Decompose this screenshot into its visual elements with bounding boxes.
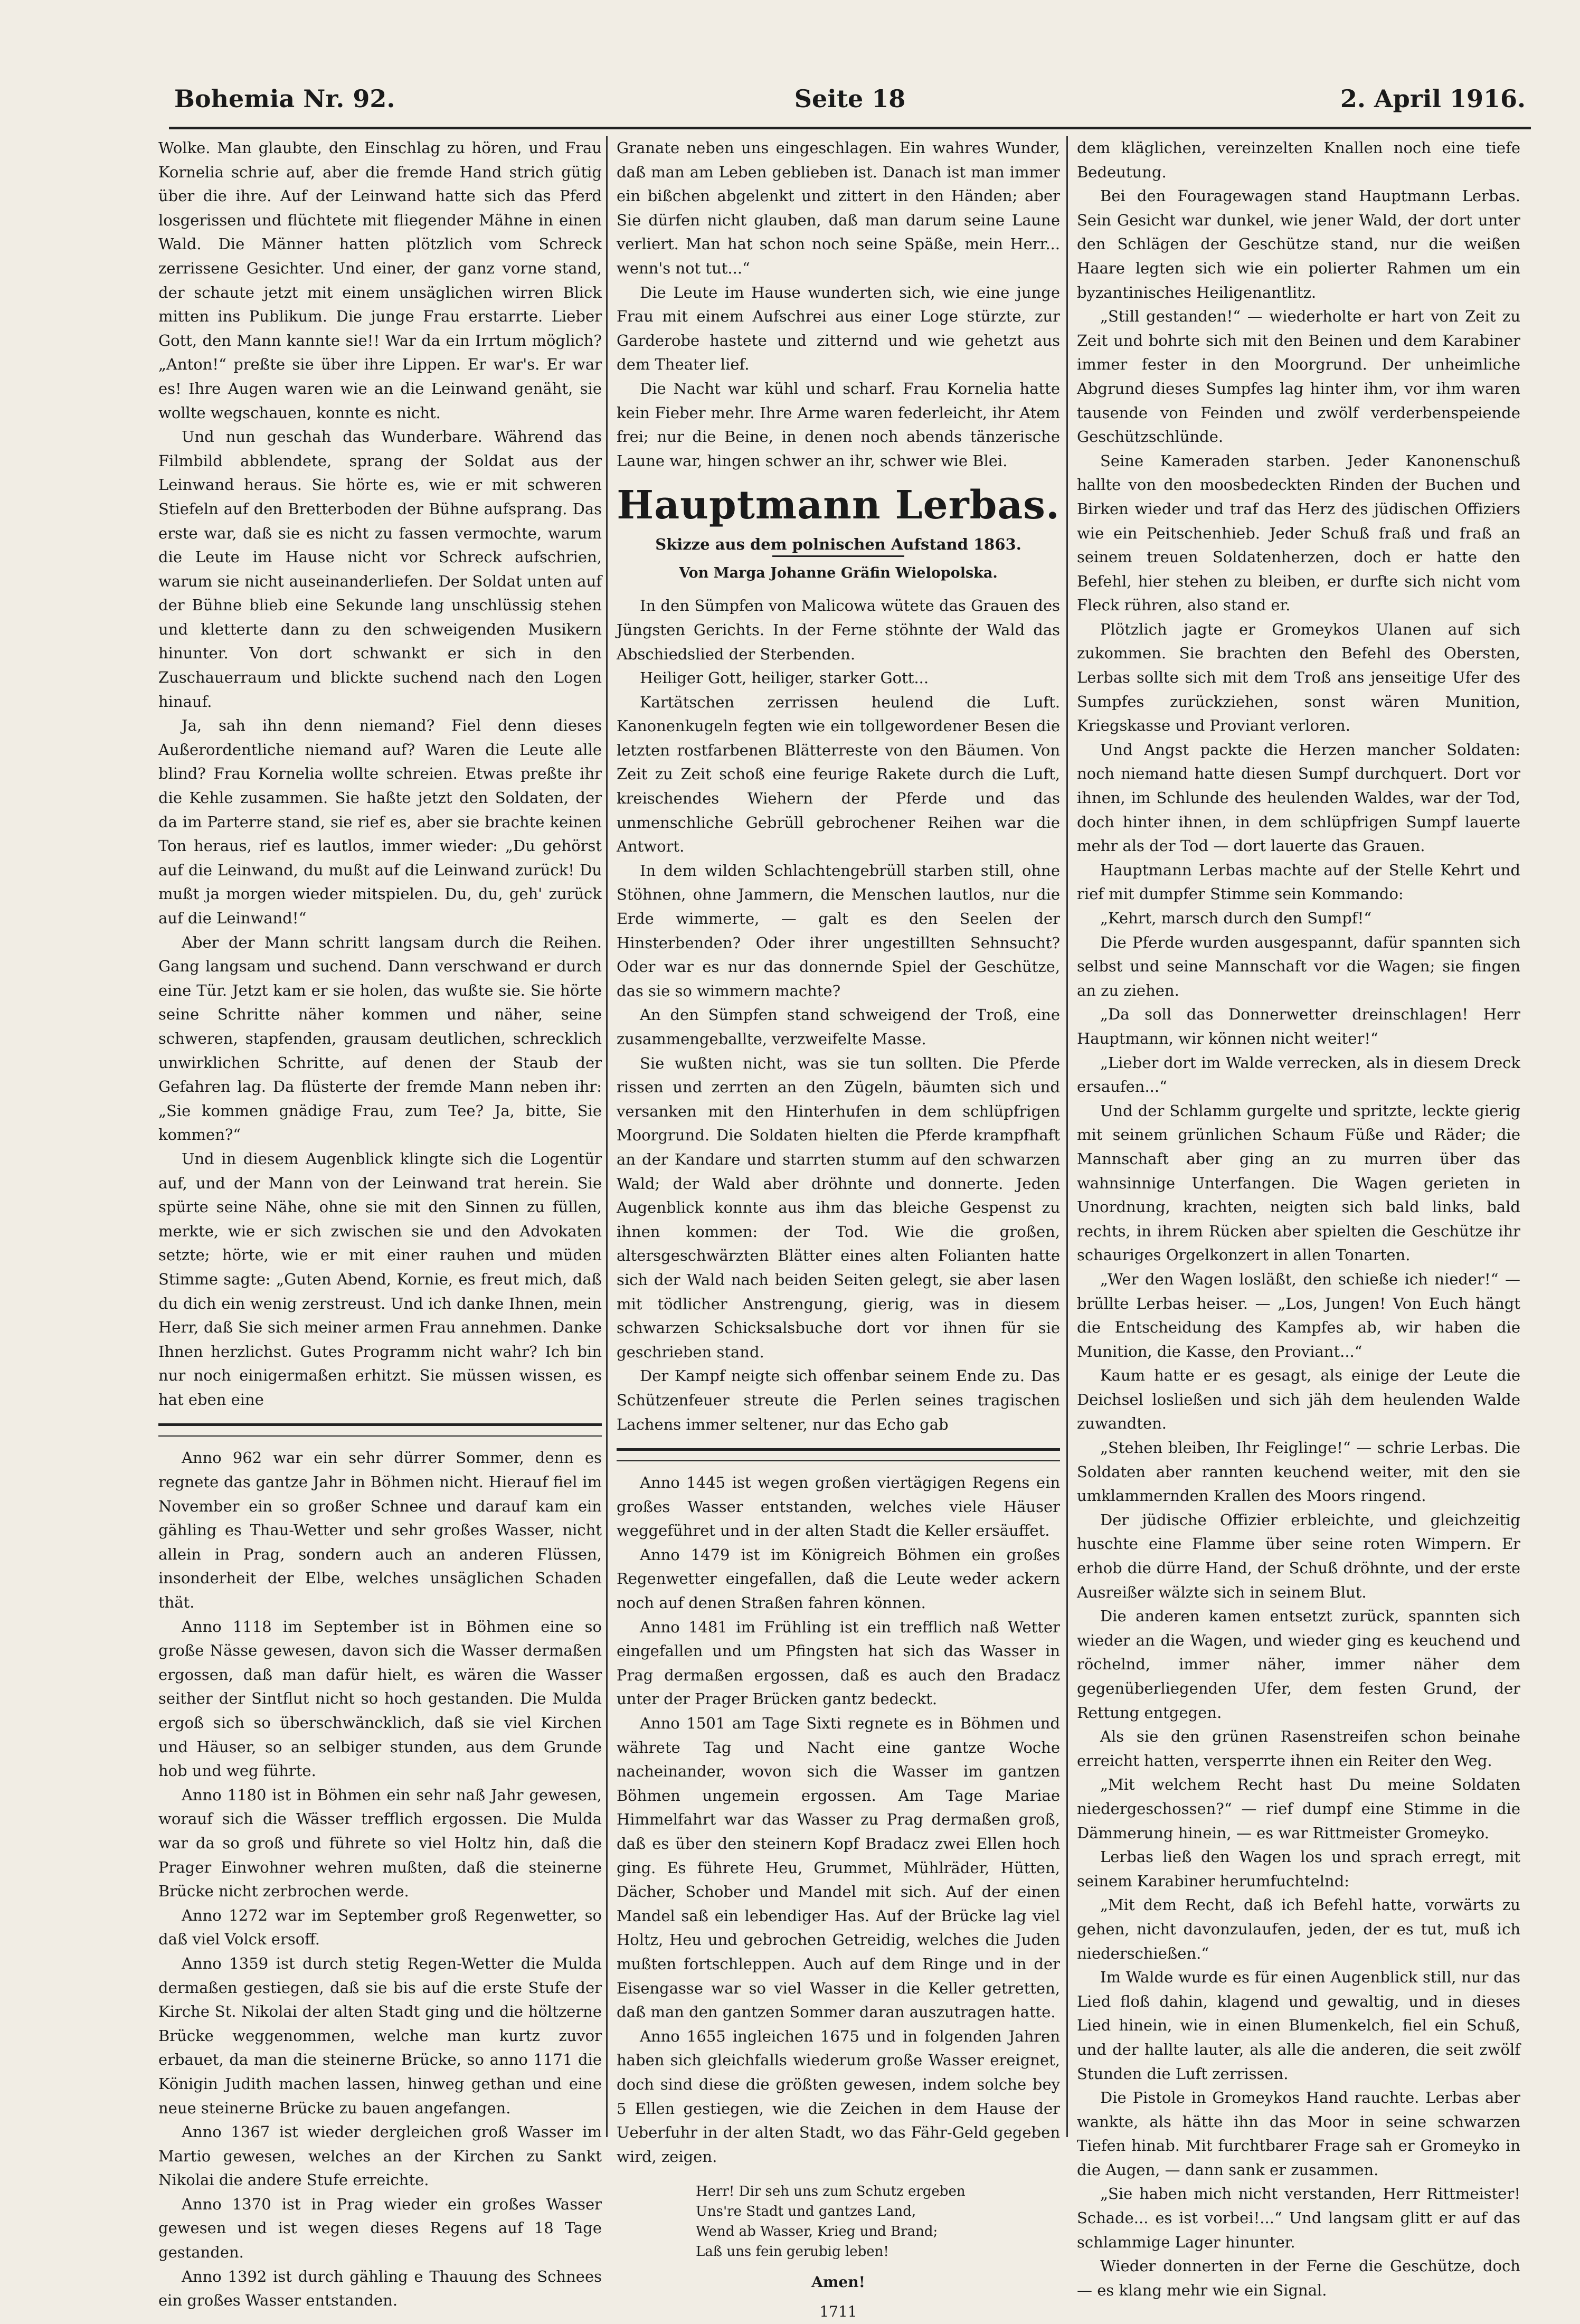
verse-amen: Amen! [811,2273,865,2291]
story-paragraph: „Still gestanden!“ — wiederholte er hart von Zeit zu Zeit und bohrte sich mit den Beinen und dem Karabiner immer fester in den Moorgrund. Der unheimliche Abgrund dieses Sumpfes lag hinter ihm, vor ihm waren tausende von Feinden und zwölf verderbenspeiende Geschützschlünde. [1077,307,1520,446]
story-author: Von Marga Johanne Gräfin Wielopolska. [679,565,998,582]
story-paragraph: Die anderen kamen entsetzt zurück, spannten sich wieder an die Wagen, und wieder ging es keuchend und röchelnd, immer näher, immer näher dem gegenüberliegenden Ufer, dem festen Grund, der Rettung entgegen. [1077,1607,1520,1722]
story-paragraph: Und Angst packte die Herzen mancher Soldaten: noch niemand hatte diesen Sumpf durchquert. Dort vor ihnen, im Schlunde des heulenden Waldes, war der Tod, doch hinter ihnen, in dem schlüpfrigen Sumpf lauerte mehr als der Tod — dort lauerte das Grauen. [1077,740,1520,855]
chronicle-entry: Anno 1392 ist durch gähling e Thauung des Schnees ein großes Wasser entstanden. [158,2267,602,2310]
story-paragraph: „Mit welchem Recht hast Du meine Soldaten niedergeschossen?“ — rief dumpf eine Stimme in die Dämmerung hinein, — es war Rittmeister Gromeyko. [1077,1775,1520,1842]
section-separator [617,1448,1060,1461]
verse-line: Wend ab Wasser, Krieg und Brand; [696,2224,938,2240]
story-paragraph: Sie wußten nicht, was sie tun sollten. Die Pferde rissen und zerrten an den Zügeln, bäumten sich und versanken mit den Hinterhufen in dem schlüpfrigen Moorgrund. Die Soldaten hielten die Pferde krampfhaft an der Kandare und starrten stumm auf den schwarzen Wald; der Wald aber dröhnte und donnerte. Jeden Augenblick konnte aus ihm das bleiche Gespenst zu ihnen kommen: der Tod. Wie die großen, altersgeschwärzten Blätter eines alten Folianten hatte sich der Wald nach beiden Seiten gelegt, sie aber lasen mit tödlicher Anstrengung, gierig, was in diesem schwarzen Schicksalsbuche dort vor ihnen für sie geschrieben stand. [617,1054,1060,1361]
column-divider [606,136,608,2137]
verse-line: Uns're Stadt und gantzes Land, [696,2204,916,2220]
story-paragraph: Bei den Fouragewagen stand Hauptmann Lerbas. Sein Gesicht war dunkel, wie jener Wald, der dort unter den Schlägen der Geschütze stand, nur die weißen Haare legten sich wie ein polierter Rahmen um ein byzantinisches Heiligenantlitz. [1077,187,1520,301]
chronicle-entry: Anno 1655 ingleichen 1675 und in folgenden Jahren haben sich gleichfalls wiederum große Wasser ereignet, doch sind diese die größten gewesen, indem solche bey 5 Ellen gestiegen, wie die Zeichen in dem Hause der Ueberfuhr in der alten Stadt, wo das Fähr-Geld gegeben wird, zeigen. [617,2027,1060,2166]
story-paragraph: Die Pistole in Gromeykos Hand rauchte. Lerbas aber wankte, als hätte ihn das Moor in seine schwarzen Tiefen hinab. Mit furchtbarer Frage sah er Gromeyko in die Augen, — dann sank er zusammen. [1077,2089,1520,2179]
chronicle-entry: Anno 1445 ist wegen großen viertägigen Regens ein großes Wasser entstanden, welches viele Häuser weggeführet und in der alten Stadt die Keller ersäuffet. [617,1473,1060,1540]
story-paragraph: Die Pferde wurden ausgespannt, dafür spannten sich selbst und seine Mannschaft vor die Wagen; sie fingen an zu ziehen. [1077,933,1520,999]
story-paragraph: Wolke. Man glaubte, den Einschlag zu hören, und Frau Kornelia schrie auf, aber die fremde Hand strich gütig über die ihre. Auf der Leinwand hatte sich das Pferd losgerissen und flüchtete mit fliegender Mähne in einen Wald. Die Männer hatten plötzlich vom Schreck zerrissene Gesichter. Und einer, der ganz vorne stand, der schaute jetzt mit einem unsäglichen wirren Blick mitten ins Publikum. Die junge Frau erstarrte. Lieber Gott, den Mann kannte sie!! War da ein Irrtum möglich? „Anton!“ preßte sie über ihre Lippen. Er war's. Er war es! Ihre Augen waren wie an die Leinwand genäht, sie wollte wegschauen, konnte es nicht. [158,139,602,422]
column-3 [1077,136,1520,2299]
prayer-verse [617,2181,1060,2262]
story-paragraph: Kartätschen zerrissen heulend die Luft. Kanonenkugeln fegten wie ein tollgewordener Besen die letzten rostfarbenen Blätterreste von den Bäumen. Von Zeit zu Zeit schoß eine feurige Rakete durch die Luft, kreischendes Wiehern der Pferde und das unmenschliche Gebrüll gebrochener Reihen war die Antwort. [617,693,1060,856]
story-paragraph: Und nun geschah das Wunderbare. Während das Filmbild abblendete, sprang der Soldat aus der Leinwand heraus. Sie hörte es, wie er mit schweren Stiefeln auf den Bretterboden der Bühne aufsprang. Das erste war, daß sie es nicht zu fassen vermochte, warum die Leute im Hause nicht vor Schreck aufschrien, warum sie nicht auseinanderliefen. Der Soldat unten auf der Bühne blieb eine Sekunde lang unschlüssig stehen und kletterte dann zu den schweigenden Musikern hinunter. Von dort schwankt er sich in den Zuschauerraum und blickte suchend nach den Logen hinauf. [158,428,602,711]
story-paragraph: Seine Kameraden starben. Jeder Kanonenschuß hallte von den moosbedeckten Rinden der Buchen und Birken wieder und traf das Herz des jüdischen Offiziers wie ein Peitschenhieb. Jeder Schuß fraß und fraß an seinem treuen Soldatenherzen, doch er hatte den Befehl, hier stehen zu bleiben, er durfte sich nicht vom Fleck rühren, also stand er. [1077,451,1520,615]
story-paragraph: Als sie den grünen Rasenstreifen schon beinahe erreicht hatten, versperrte ihnen ein Reiter den Weg. [1077,1727,1520,1770]
chronicle-entry: Anno 1180 ist in Böhmen ein sehr naß Jahr gewesen, worauf sich die Wässer trefflich ergossen. Die Mulda war da so groß und führete so viel Holtz hin, daß die Prager Einwohner wehren mußten, daß die steinerne Brücke nicht zerbrochen werde. [158,1785,602,1901]
chronicle-entry: Anno 1481 im Frühling ist ein trefflich naß Wetter eingefallen und um Pfingsten hat sich das Wasser in Prag dermaßen ergossen, daß es auch den Bradacz unter der Prager Brücken gantz bedeckt. [617,1618,1060,1708]
story-paragraph: Der jüdische Offizier erbleichte, und gleichzeitig huschte eine Flamme über seine roten Wimpern. Er erhob die dürre Hand, der Schuß dröhnte, und der erste Ausreißer wälzte sich in seinem Blut. [1077,1510,1520,1601]
story-paragraph: Aber der Mann schritt langsam durch die Reihen. Gang langsam und suchend. Dann verschwand er durch eine Tür. Jetzt kam er sie holen, das wußte sie. Sie hörte seine Schritte näher kommen und näher, seine schweren, stapfenden, grausam deutlichen, schrecklich unwirklichen Schritte, auf denen der Staub der Gefahren lag. Da flüsterte der fremde Mann neben ihr: „Sie kommen gnädige Frau, zum Tee? Ja, bitte, Sie kommen?“ [158,933,602,1144]
chronicle-entry: Anno 1359 ist durch stetig Regen-Wetter die Mulda dermaßen gestiegen, daß sie bis auf die erste Stufe der Kirche St. Nikolai der alten Stadt ging und die höltzerne Brücke weggenommen, welche man kurtz zuvor erbauet, da man die steinerne Brücke, so anno 1171 die Königin Judith machen lassen, hinweg gethan und eine neue steinerne Brücke zu bauen angefangen. [158,1954,602,2117]
story-paragraph: In dem wilden Schlachtengebrüll starben still, ohne Stöhnen, ohne Jammern, die Menschen lautlos, nur die Erde wimmerte, — galt es den Seelen der Hinsterbenden? Oder ihrer ungestillten Sehnsucht? Oder war es nur das donnernde Spiel der Geschütze, das sie so wimmern machte? [617,861,1060,1000]
header-date: 2. April 1916. [1340,84,1526,113]
chronicle-entry: Anno 1118 im September ist in Böhmen eine so große Nässe gewesen, davon sich die Wasser dermaßen ergossen, daß man dafür hielt, es wären die Wasser seither der Sintflut nicht so hoch gestanden. Die Mulda ergoß sich so überschwäncklich, daß sie viel Kirchen und Häuser, so an selbiger stunden, aus dem Grunde hob und weg führte. [158,1617,602,1780]
story-paragraph: dem kläglichen, vereinzelten Knallen noch eine tiefe Bedeutung. [1077,139,1520,181]
story-paragraph: Heiliger Gott, heiliger, starker Gott... [640,669,929,687]
chronicle-entry: Anno 962 war ein sehr dürrer Sommer, denn es regnete das gantze Jahr in Böhmen nicht. Hierauf fiel im November ein so großer Schnee und darauf kam ein gähling es Thau-Wetter und sehr großes Wasser, nicht allein in Prag, sondern auch an anderen Flüssen, insonderheit der Elbe, welches unsäglichen Schaden thät. [158,1449,602,1612]
chronicle-entry: Anno 1501 am Tage Sixti regnete es in Böhmen und währete Tag und Nacht eine gantze Woche nacheinander, wovon sich die Wasser im gantzen Böhmen ungemein ergossen. Am Tage Mariae Himmelfahrt war das Wasser zu Prag dermaßen groß, daß es über den steinern Kopf Bradacz zwei Ellen hoch ging. Es führete Heu, Grummet, Mühlräder, Hütten, Dächer, Schober und Mandel mit sich. Auf der einen Mandel saß ein lebendiger Has. Auf der Brücke lag viel Holtz, Heu und gebrochen Getreidig, welches die Juden mußten fortschleppen. Auch auf dem Ringe und in der Eisengasse war so viel Wasser in die Keller getretten, daß man den gantzen Sommer daran auszutragen hatte. [617,1714,1060,2021]
story-title: Hauptmann Lerbas. [617,483,1060,528]
column-1 [158,136,602,2310]
story-paragraph: Und in diesem Augenblick klingte sich die Logentür auf, und der Mann von der Leinwand trat herein. Sie spürte seine Nähe, ohne sie mit den Sinnen zu füllen, merkte, wie er sich zwischen sie und den Advokaten setzte; hörte, wie er mit einer rauhen und müden Stimme sagte: „Guten Abend, Kornie, es freut mich, daß du dich ein wenig zerstreust. Und ich danke Ihnen, mein Herr, daß Sie sich meiner armen Frau annehmen. Danke Ihnen herzlichst. Gutes Programm nicht wahr? Ich bin nur noch einigermaßen erhitzt. Sie müssen wissen, es hat eben eine [158,1149,602,1409]
story-paragraph: Granate neben uns eingeschlagen. Ein wahres Wunder, daß man am Leben geblieben ist. Danach ist man immer ein bißchen abgelenkt und zittert in den Händen; aber Sie dürfen nicht glauben, daß man darum seine Laune verliert. Man hat schon noch seine Späße, mein Herr... wenn's not tut...“ [617,139,1060,277]
chronicle-entry: Anno 1370 ist in Prag wieder ein großes Wasser gewesen und ist wegen dieses Regens auf 18 Tage gestanden. [158,2195,602,2262]
story-paragraph: „Da soll das Donnerwetter dreinschlagen! Herr Hauptmann, wir können nicht weiter!“ [1077,1005,1520,1047]
story-paragraph: „Kehrt, marsch durch den Sumpf!“ [1100,909,1372,927]
story-paragraph: Hauptmann Lerbas machte auf der Stelle Kehrt und rief mit dumpfer Stimme sein Kommando: [1077,861,1520,903]
story-paragraph: Plötzlich jagte er Gromeykos Ulanen auf sich zukommen. Sie brachten den Befehl des Obersten, Lerbas sollte sich mit dem Troß ans jenseitige Ufer des Sumpfes zurückziehen, sonst wären Munition, Kriegskasse und Proviant verloren. [1077,620,1520,735]
story-paragraph: „Sie haben mich nicht verstanden, Herr Rittmeister! Schade... es ist vorbei!...“ Und langsam glitt er auf das schlammige Lager hinunter. [1077,2185,1520,2251]
story-paragraph: Kaum hatte er es gesagt, als einige der Leute die Deichsel losließen und sich jäh dem heulenden Walde zuwandten. [1077,1366,1520,1433]
story-paragraph: Der Kampf neigte sich offenbar seinem Ende zu. Das Schützenfeuer streute die Perlen seines tragischen Lachens immer seltener, nur das Echo gab [617,1367,1060,1433]
column-2 [617,136,1060,2320]
story-paragraph: Im Walde wurde es für einen Augenblick still, nur das Lied floß dahin, klagend und gewaltig, und in dieses Lied hinein, wie in einen Blumenkelch, fiel ein Schuß, und der hallte lauter, als alle die anderen, die seit zwölf Stunden die Luft zerrissen. [1077,1968,1520,2083]
story-paragraph: Und der Schlamm gurgelte und spritzte, leckte gierig mit seinem grünlichen Schaum Füße und Räder; die Mannschaft aber ging an zu murren über das wahnsinnige Unterfangen. Die Wagen gerieten in Unordnung, krachten, neigten sich bald links, bald rechts, in ihrem Rücken aber spielten die Geschütze ihr schauriges Orgelkonzert in allen Tonarten. [1077,1101,1520,1264]
story-paragraph: „Wer den Wagen losläßt, den schieße ich nieder!“ — brüllte Lerbas heiser. — „Los, Jungen! Von Euch hängt die Entscheidung des Kampfes ab, wir haben die Munition, die Kasse, den Proviant...“ [1077,1270,1520,1361]
section-separator [158,1423,602,1437]
story-paragraph: In den Sümpfen von Malicowa wütete das Grauen des Jüngsten Gerichts. In der Ferne stöhnte der Wald das Abschiedslied der Sterbenden. [617,597,1060,663]
story-paragraph: Ja, sah ihn denn niemand? Fiel denn dieses Außerordentliche niemand auf? Waren die Leute alle blind? Frau Kornelia wollte schreien. Etwas preßte ihr die Kehle zusammen. Sie haßte jetzt den Soldaten, der da im Parterre stand, sie rief es, aber sie brachte keinen Ton heraus, rief es lautlos, immer wieder: „Du gehörst auf die Leinwand, du mußt auf die Leinwand zurück! Du mußt ja morgen wieder mitspielen. Du, du, geh' zurück auf die Leinwand!“ [158,716,602,927]
story-paragraph: Wieder donnerten in der Ferne die Geschütze, doch — es klang mehr wie ein Signal. [1077,2257,1520,2299]
story-paragraph: An den Sümpfen stand schweigend der Troß, eine zusammengeballte, verzweifelte Masse. [617,1006,1060,1048]
chronicle-entry: Anno 1479 ist im Königreich Böhmen ein großes Regenwetter eingefallen, daß die Leute weder ackern noch auf denen Straßen fahren können. [617,1545,1060,1612]
story-paragraph: Die Leute im Hause wunderten sich, wie eine junge Frau mit einem Aufschrei aus einer Loge stürzte, zur Garderobe hastete und zitternd und wie gehetzt aus dem Theater lief. [617,283,1060,374]
verse-line: Herr! Dir seh uns zum Schutz ergeben [696,2184,966,2200]
header-page-label: Seite 18 [794,84,906,113]
header-masthead: Bohemia Nr. 92. [174,84,395,113]
title-rule [772,555,904,557]
story-paragraph: „Mit dem Recht, daß ich Befehl hatte, vorwärts zu gehen, nicht davonzulaufen, jeden, der es tut, muß ich niederschießen.“ [1077,1896,1520,1962]
column-divider [1066,136,1068,2137]
page-header [169,79,1531,121]
story-subtitle: Skizze aus dem polnischen Aufstand 1863. [655,535,1021,554]
story-paragraph: „Lieber dort im Walde verrecken, als in diesem Dreck ersaufen...“ [1077,1053,1520,1096]
chronicle-entry: Anno 1367 ist wieder dergleichen groß Wasser im Martio gewesen, welches an der Kirchen zu Sankt Nikolai die andere Stufe erreichte. [158,2123,602,2189]
verse-line: Laß uns fein gerubig leben! [696,2244,889,2260]
header-rule [169,127,1531,129]
chronicle-entry: Anno 1272 war im September groß Regenwetter, so daß viel Volck ersoff. [158,1906,602,1949]
story-paragraph: Die Nacht war kühl und scharf. Frau Kornelia hatte kein Fieber mehr. Ihre Arme waren federleicht, ihr Atem frei; nur die Beine, in denen noch abends tänzerische Laune war, hingen schwer an ihr, schwer wie Blei. [617,379,1060,470]
story-paragraph: Lerbas ließ den Wagen los und sprach erregt, mit seinem Karabiner herumfuchtelnd: [1077,1848,1520,1890]
page-number: 1711 [819,2302,857,2320]
story-paragraph: „Stehen bleiben, Ihr Feiglinge!“ — schrie Lerbas. Die Soldaten aber rannten keuchend weiter, mit den sie umklammernden Krallen des Moors ringend. [1077,1439,1520,1505]
